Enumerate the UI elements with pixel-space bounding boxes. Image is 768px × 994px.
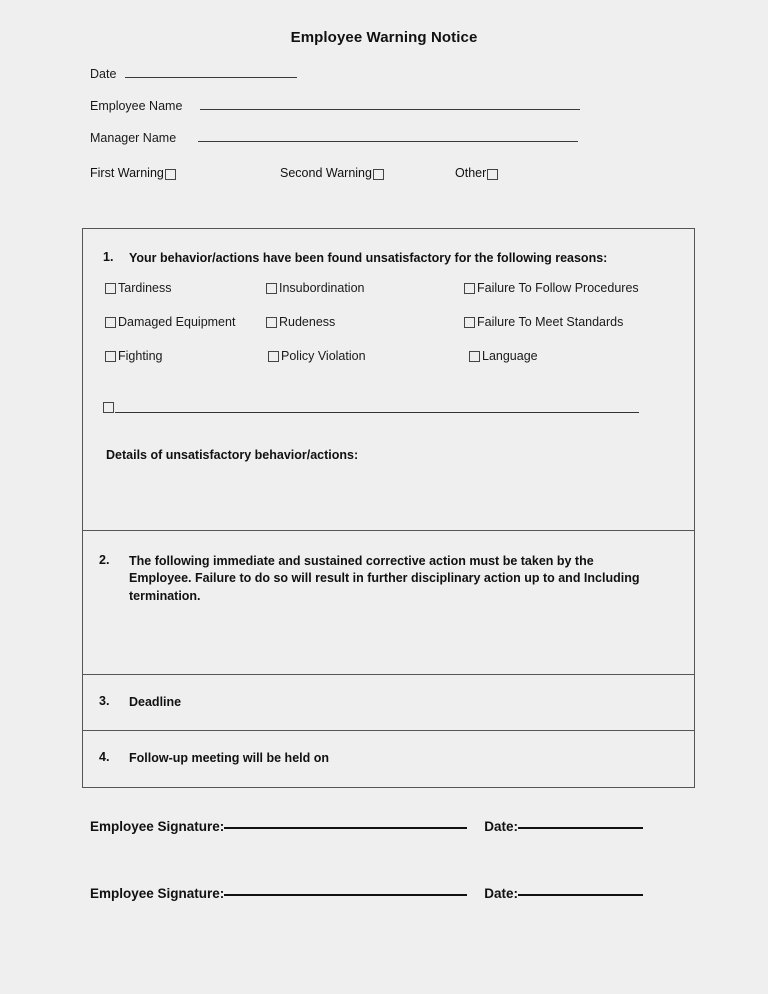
checkbox-write-in-reason[interactable] <box>103 402 114 413</box>
reason-label: Damaged Equipment <box>118 315 236 329</box>
reason-checkbox-grid <box>83 281 694 391</box>
section-4-follow-up <box>83 731 694 787</box>
signature-row-1 <box>90 819 643 834</box>
checkbox-tardiness[interactable] <box>105 283 116 294</box>
field-row-employee-name <box>90 99 580 113</box>
section-3-heading: Deadline <box>129 695 182 709</box>
section-4-heading: Follow-up meeting will be held on <box>129 751 329 765</box>
checkbox-rudeness[interactable] <box>266 317 277 328</box>
reason-label: Failure To Meet Standards <box>477 315 624 329</box>
reason-item-failure-to-follow-procedures[interactable] <box>464 281 639 295</box>
reason-item-rudeness[interactable] <box>266 315 335 329</box>
reason-label: Language <box>482 349 538 363</box>
warning-option-other[interactable] <box>455 166 498 180</box>
employee-name-label: Employee Name <box>90 99 183 113</box>
manager-name-label: Manager Name <box>90 131 177 145</box>
section-2-number: 2. <box>99 553 110 567</box>
employee-signature-label: Employee Signature: <box>90 886 225 901</box>
signature-date-input-line[interactable] <box>518 827 643 829</box>
reason-item-damaged-equipment[interactable] <box>105 315 235 329</box>
checkbox-failure-to-meet-standards[interactable] <box>464 317 475 328</box>
section-3-number: 3. <box>99 694 110 708</box>
reason-label: Rudeness <box>279 315 336 329</box>
reason-item-insubordination[interactable] <box>266 281 364 295</box>
reason-label: Tardiness <box>118 281 172 295</box>
checkbox-insubordination[interactable] <box>266 283 277 294</box>
reason-label: Policy Violation <box>281 349 366 363</box>
section-1-heading: Your behavior/actions have been found unsatisfactory for the following reasons: <box>129 251 608 265</box>
signature-row-2 <box>90 886 643 901</box>
employee-signature-input-line[interactable] <box>224 827 467 829</box>
checkbox-second-warning[interactable] <box>373 169 384 180</box>
reason-label: Fighting <box>118 349 163 363</box>
warning-option-second-label: Second Warning <box>280 166 372 180</box>
checkbox-failure-to-follow-procedures[interactable] <box>464 283 475 294</box>
form-table <box>82 228 695 788</box>
date-label: Date <box>90 67 117 81</box>
section-4-number: 4. <box>99 750 110 764</box>
checkbox-damaged-equipment[interactable] <box>105 317 116 328</box>
signature-date-label: Date: <box>484 819 519 834</box>
warning-type-group <box>90 166 700 186</box>
warning-option-first[interactable] <box>90 166 176 180</box>
reason-item-write-in[interactable] <box>103 402 643 413</box>
write-in-reason-input-line[interactable] <box>115 412 639 413</box>
warning-option-other-label: Other <box>455 166 487 180</box>
checkbox-first-warning[interactable] <box>165 169 176 180</box>
employee-signature-input-line[interactable] <box>224 894 467 896</box>
reason-label: Insubordination <box>279 281 365 295</box>
field-row-manager-name <box>90 131 578 145</box>
reason-item-failure-to-meet-standards[interactable] <box>464 315 623 329</box>
checkbox-fighting[interactable] <box>105 351 116 362</box>
reason-label: Failure To Follow Procedures <box>477 281 639 295</box>
page-title: Employee Warning Notice <box>290 29 478 46</box>
details-label: Details of unsatisfactory behavior/actions: <box>106 448 359 462</box>
section-1-reasons <box>83 229 694 531</box>
checkbox-other-warning[interactable] <box>487 169 498 180</box>
date-input-line[interactable] <box>125 77 297 78</box>
signature-date-label: Date: <box>484 886 519 901</box>
checkbox-language[interactable] <box>469 351 480 362</box>
reason-item-policy-violation[interactable] <box>268 349 366 363</box>
employee-signature-label: Employee Signature: <box>90 819 225 834</box>
reason-item-tardiness[interactable] <box>105 281 172 295</box>
section-1-number: 1. <box>103 250 114 264</box>
checkbox-policy-violation[interactable] <box>268 351 279 362</box>
signature-date-input-line[interactable] <box>518 894 643 896</box>
reason-item-language[interactable] <box>469 349 538 363</box>
section-2-corrective-action <box>83 531 694 675</box>
employee-name-input-line[interactable] <box>200 109 580 110</box>
reason-item-fighting[interactable] <box>105 349 162 363</box>
warning-option-first-label: First Warning <box>90 166 164 180</box>
manager-name-input-line[interactable] <box>198 141 578 142</box>
section-2-heading: The following immediate and sustained corrective action must be taken by the Employee. Failure to do so will result in further disciplinary action up to and Including termination. <box>129 554 640 603</box>
field-row-date <box>90 67 297 81</box>
warning-option-second[interactable] <box>280 166 384 180</box>
section-3-deadline <box>83 675 694 731</box>
